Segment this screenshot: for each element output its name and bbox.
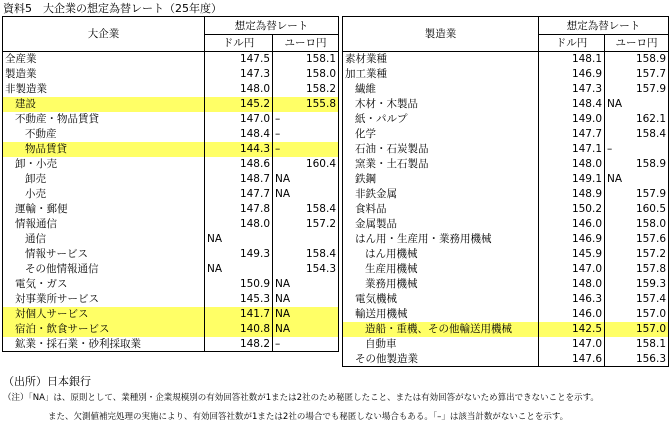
usd-rate: 147.7 xyxy=(205,187,273,202)
table-row xyxy=(3,217,339,232)
usd-rate: 148.4 xyxy=(205,127,273,142)
usd-rate: 149.1 xyxy=(539,172,605,187)
usd-rate: 146.0 xyxy=(539,217,605,232)
row-label: 物品賃貸 xyxy=(3,142,205,157)
eur-header: ユーロ円 xyxy=(605,35,669,52)
row-label: 金属製品 xyxy=(343,217,539,232)
row-label: 通信 xyxy=(3,232,205,247)
eur-rate: 155.8 xyxy=(273,97,339,112)
eur-rate: 157.7 xyxy=(605,67,669,82)
usd-rate: 147.7 xyxy=(539,127,605,142)
usd-rate: 146.3 xyxy=(539,292,605,307)
table-row xyxy=(3,322,339,337)
eur-rate: 160.4 xyxy=(273,157,339,172)
eur-rate: NA xyxy=(273,187,339,202)
usd-rate: 148.7 xyxy=(205,172,273,187)
table-row xyxy=(343,337,669,352)
eur-rate: – xyxy=(273,142,339,157)
table-row xyxy=(3,277,339,292)
usd-rate: 141.7 xyxy=(205,307,273,322)
row-label: 食料品 xyxy=(343,202,539,217)
table-row xyxy=(3,142,339,157)
row-label: 業務用機械 xyxy=(343,277,539,292)
eur-rate: – xyxy=(273,337,339,352)
usd-rate: NA xyxy=(205,232,273,247)
row-label: 加工業種 xyxy=(343,67,539,82)
row-label: その他情報通信 xyxy=(3,262,205,277)
eur-rate: 158.4 xyxy=(273,202,339,217)
usd-rate: 150.2 xyxy=(539,202,605,217)
table-row xyxy=(3,52,339,67)
usd-rate: 147.3 xyxy=(205,67,273,82)
category-header: 製造業 xyxy=(343,17,539,52)
eur-rate: 158.0 xyxy=(605,217,669,232)
eur-rate: NA xyxy=(605,97,669,112)
eur-rate: 157.0 xyxy=(605,322,669,337)
eur-rate: NA xyxy=(273,307,339,322)
eur-rate: 157.9 xyxy=(605,187,669,202)
row-label: その他製造業 xyxy=(343,352,539,367)
usd-rate: 148.0 xyxy=(539,277,605,292)
usd-rate: 146.0 xyxy=(539,307,605,322)
row-label: 製造業 xyxy=(3,67,205,82)
eur-rate: 157.0 xyxy=(605,307,669,322)
eur-rate: – xyxy=(605,142,669,157)
eur-rate xyxy=(273,232,339,247)
table-row xyxy=(3,232,339,247)
table-row xyxy=(343,247,669,262)
usd-rate: 148.1 xyxy=(539,52,605,67)
usd-rate: 148.2 xyxy=(205,337,273,352)
row-label: 不動産・物品賃貸 xyxy=(3,112,205,127)
usd-rate: NA xyxy=(205,262,273,277)
row-label: 窯業・土石製品 xyxy=(343,157,539,172)
table-row xyxy=(343,217,669,232)
rate-group-header: 想定為替レート xyxy=(539,17,669,35)
usd-rate: 148.4 xyxy=(539,97,605,112)
eur-header: ユーロ円 xyxy=(273,35,339,52)
usd-rate: 150.9 xyxy=(205,277,273,292)
table-row xyxy=(343,202,669,217)
usd-rate: 147.3 xyxy=(539,82,605,97)
row-label: 鉱業・採石業・砂利採取業 xyxy=(3,337,205,352)
row-label: 不動産 xyxy=(3,127,205,142)
eur-rate: 162.1 xyxy=(605,112,669,127)
table-row xyxy=(343,187,669,202)
eur-rate: NA xyxy=(273,322,339,337)
row-label: 全産業 xyxy=(3,52,205,67)
row-label: 運輸・郵便 xyxy=(3,202,205,217)
row-label: 小売 xyxy=(3,187,205,202)
table-header-row xyxy=(343,17,669,35)
eur-rate: 158.4 xyxy=(273,247,339,262)
row-label: 対事業所サービス xyxy=(3,292,205,307)
table-header-row xyxy=(3,17,339,35)
table-row xyxy=(3,292,339,307)
eur-rate: 156.3 xyxy=(605,352,669,367)
row-label: 生産用機械 xyxy=(343,262,539,277)
table-row xyxy=(3,82,339,97)
table-row xyxy=(343,307,669,322)
usd-rate: 145.2 xyxy=(205,97,273,112)
footnote-2: また、欠測値補完処理の実施により、有効回答社数が1または2社の場合でも秘匿しない場合もある。「–」は該当計数がないことを示す。 xyxy=(48,412,569,422)
table-row xyxy=(343,322,669,337)
eur-rate: 158.0 xyxy=(273,67,339,82)
eur-rate: 157.9 xyxy=(605,82,669,97)
usd-rate: 148.0 xyxy=(539,157,605,172)
usd-rate: 145.9 xyxy=(539,247,605,262)
table-row xyxy=(343,262,669,277)
row-label: 電気・ガス xyxy=(3,277,205,292)
rate-group-header: 想定為替レート xyxy=(205,17,339,35)
eur-rate: NA xyxy=(273,172,339,187)
footnote-1: （注）「NA」は、原則として、業種別・企業規模別の有効回答社数が1または2社のため秘匿したこと、または有効回答がないため算出できないことを示す。 xyxy=(3,393,599,403)
table-row xyxy=(343,127,669,142)
category-header: 大企業 xyxy=(3,17,205,52)
eur-rate: 159.3 xyxy=(605,277,669,292)
table-row xyxy=(343,142,669,157)
row-label: 輸送用機械 xyxy=(343,307,539,322)
eur-rate: 158.9 xyxy=(605,52,669,67)
usd-rate: 149.3 xyxy=(205,247,273,262)
row-label: 宿泊・飲食サービス xyxy=(3,322,205,337)
row-label: 対個人サービス xyxy=(3,307,205,322)
row-label: 石油・石炭製品 xyxy=(343,142,539,157)
row-label: 鉄鋼 xyxy=(343,172,539,187)
row-label: 素材業種 xyxy=(343,52,539,67)
usd-rate: 147.8 xyxy=(205,202,273,217)
usd-rate: 145.3 xyxy=(205,292,273,307)
row-label: 自動車 xyxy=(343,337,539,352)
usd-rate: 147.1 xyxy=(539,142,605,157)
table-row xyxy=(3,187,339,202)
eur-rate: 157.4 xyxy=(605,292,669,307)
eur-rate: 160.5 xyxy=(605,202,669,217)
table-row xyxy=(343,157,669,172)
row-label: 造船・重機、その他輸送用機械 xyxy=(343,322,539,337)
row-label: 卸売 xyxy=(3,172,205,187)
table-row xyxy=(343,112,669,127)
table-row xyxy=(3,157,339,172)
eur-rate: 157.2 xyxy=(605,247,669,262)
table-row xyxy=(3,67,339,82)
row-label: 化学 xyxy=(343,127,539,142)
table-row xyxy=(343,352,669,367)
eur-rate: 158.1 xyxy=(605,337,669,352)
usd-rate: 144.3 xyxy=(205,142,273,157)
usd-header: ドル円 xyxy=(539,35,605,52)
usd-rate: 148.0 xyxy=(205,82,273,97)
row-label: 非製造業 xyxy=(3,82,205,97)
eur-rate: NA xyxy=(605,172,669,187)
table-row xyxy=(343,277,669,292)
eur-rate: 158.4 xyxy=(605,127,669,142)
eur-rate: NA xyxy=(273,292,339,307)
usd-header: ドル円 xyxy=(205,35,273,52)
row-label: はん用機械 xyxy=(343,247,539,262)
usd-rate: 140.8 xyxy=(205,322,273,337)
eur-rate: NA xyxy=(273,277,339,292)
table-row xyxy=(3,247,339,262)
eur-rate: 157.8 xyxy=(605,262,669,277)
right-rate-table xyxy=(342,16,669,367)
table-row xyxy=(3,202,339,217)
table-row xyxy=(343,82,669,97)
source-note: （出所）日本銀行 xyxy=(3,375,91,388)
table-row xyxy=(3,127,339,142)
eur-rate: – xyxy=(273,127,339,142)
usd-rate: 148.6 xyxy=(205,157,273,172)
eur-rate: 158.9 xyxy=(605,157,669,172)
table-row xyxy=(3,262,339,277)
eur-rate: 158.1 xyxy=(273,52,339,67)
left-rate-table xyxy=(2,16,339,352)
usd-rate: 148.9 xyxy=(539,187,605,202)
usd-rate: 147.0 xyxy=(539,262,605,277)
table-row xyxy=(3,112,339,127)
table-row xyxy=(343,292,669,307)
eur-rate: 154.3 xyxy=(273,262,339,277)
row-label: 繊維 xyxy=(343,82,539,97)
page-title: 資料5 大企業の想定為替レート（25年度） xyxy=(3,2,222,15)
table-row xyxy=(343,172,669,187)
eur-rate: 158.2 xyxy=(273,82,339,97)
usd-rate: 147.0 xyxy=(539,337,605,352)
eur-rate: – xyxy=(273,112,339,127)
row-label: 紙・パルプ xyxy=(343,112,539,127)
usd-rate: 147.0 xyxy=(205,112,273,127)
table-row xyxy=(343,67,669,82)
row-label: はん用・生産用・業務用機械 xyxy=(343,232,539,247)
table-row xyxy=(3,307,339,322)
usd-rate: 147.5 xyxy=(205,52,273,67)
row-label: 電気機械 xyxy=(343,292,539,307)
eur-rate: 157.2 xyxy=(273,217,339,232)
eur-rate: 157.6 xyxy=(605,232,669,247)
table-row xyxy=(343,52,669,67)
usd-rate: 149.0 xyxy=(539,112,605,127)
row-label: 情報通信 xyxy=(3,217,205,232)
table-row xyxy=(3,337,339,352)
row-label: 建設 xyxy=(3,97,205,112)
table-row xyxy=(343,232,669,247)
row-label: 卸・小売 xyxy=(3,157,205,172)
usd-rate: 146.9 xyxy=(539,232,605,247)
usd-rate: 148.0 xyxy=(205,217,273,232)
usd-rate: 142.5 xyxy=(539,322,605,337)
row-label: 非鉄金属 xyxy=(343,187,539,202)
usd-rate: 146.9 xyxy=(539,67,605,82)
row-label: 木材・木製品 xyxy=(343,97,539,112)
table-row xyxy=(3,97,339,112)
row-label: 情報サービス xyxy=(3,247,205,262)
table-row xyxy=(343,97,669,112)
usd-rate: 147.6 xyxy=(539,352,605,367)
table-row xyxy=(3,172,339,187)
